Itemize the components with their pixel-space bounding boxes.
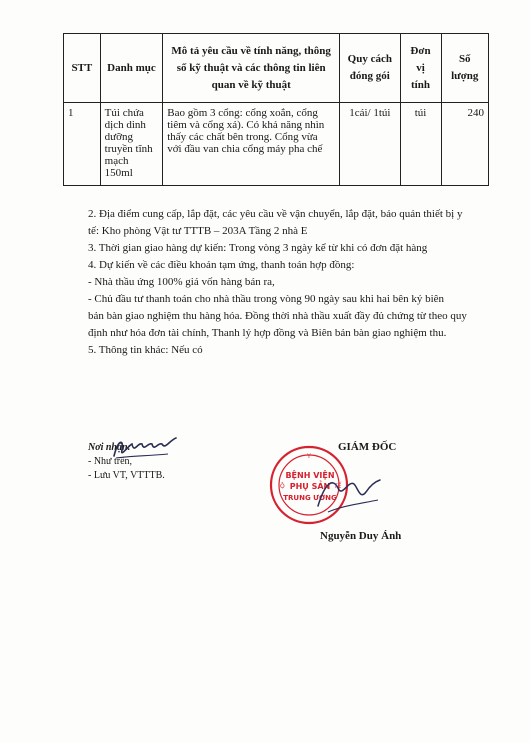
cell-danh-muc-line: Túi chứa (104, 107, 144, 119)
signer-title: GIÁM ĐỐC (338, 441, 397, 453)
cell-mo-ta (163, 103, 340, 186)
cell-danh-muc-line: dịch dinh (104, 119, 146, 131)
header-mo-ta-line: Mô tả yêu cầu về tính năng, thông (171, 44, 331, 57)
cell-danh-muc (100, 103, 163, 186)
cell-danh-muc-line: mạch (104, 155, 129, 167)
table-header-row (64, 34, 489, 103)
initial-signature (110, 436, 180, 462)
cell-danh-muc-line: truyền tĩnh (104, 143, 153, 155)
svg-text:Ộ: Ộ (280, 483, 285, 490)
paragraph-line: - Nhà thầu ứng 100% giá vốn hàng bán ra, (88, 276, 275, 288)
terms-text (88, 206, 493, 359)
paragraph-line: 4. Dự kiến về các điều khoản tạm ứng, thanh toán hợp đồng: (88, 259, 355, 271)
seal-line: TRUNG ƯƠNG (283, 494, 337, 502)
paragraph-line: 3. Thời gian giao hàng dự kiến: Trong vòng 3 ngày kể từ khi có đơn đặt hàng (88, 242, 428, 254)
header-don-vi-line: Đơn (410, 44, 431, 57)
spec-table (63, 33, 489, 186)
header-so-luong-line: Số (458, 53, 471, 65)
seal-line: BỆNH VIỆN (285, 471, 335, 480)
cell-danh-muc-line: 150ml (104, 167, 133, 179)
header-stt: STT (64, 34, 101, 103)
paragraph-line: 5. Thông tin khác: Nếu có (88, 344, 203, 356)
seal-line: PHỤ SẢN (289, 482, 331, 491)
header-danh-muc: Danh mục (100, 34, 163, 103)
paragraph-line: bản bàn giao nghiệm thu hàng hóa. Đồng thời nhà thầu xuất đầy đủ chứng từ theo quy (88, 310, 467, 322)
cell-quy-cach: 1cái/ 1túi (340, 103, 400, 186)
cell-mo-ta-line: với đầu van chia cổng máy pha chế (167, 143, 323, 155)
header-mo-ta (163, 34, 340, 103)
header-don-vi (400, 34, 441, 103)
header-mo-ta-line: số kỹ thuật và các thông tin liên (176, 61, 326, 74)
svg-text:TẾ: TẾ (334, 483, 342, 490)
header-quy-cach-line: Quy cách (347, 53, 392, 65)
cell-danh-muc-line: dưỡng (104, 131, 133, 143)
table-row (64, 103, 489, 186)
svg-text:Y: Y (307, 453, 311, 460)
signer-name: Nguyễn Duy Ánh (320, 530, 402, 542)
recipient-item: - Như trên, (88, 456, 133, 467)
header-mo-ta-line: quan về kỹ thuật (211, 78, 291, 91)
cell-stt: 1 (64, 103, 101, 186)
director-signature (308, 466, 390, 524)
paragraph-line: tế: Kho phòng Vật tư TTTB – 203A Tầng 2 nhà E (88, 225, 308, 237)
paragraph-line: 2. Địa điểm cung cấp, lắp đặt, các yêu cầu về vận chuyển, lắp đặt, bảo quản thiết bị y (88, 208, 463, 220)
cell-don-vi: túi (400, 103, 441, 186)
header-quy-cach-line: đóng gói (349, 70, 390, 82)
header-quy-cach (340, 34, 400, 103)
paragraph-line: - Chủ đầu tư thanh toán cho nhà thầu trong vòng 90 ngày sau khi hai bên ký biên (88, 293, 445, 305)
header-don-vi-line: tính (411, 78, 430, 91)
cell-mo-ta-line: thấy các chất bên trong. Cổng vừa (167, 131, 318, 143)
recipients-label: Nơi nhận: (88, 442, 131, 453)
header-so-luong-line: lượng (451, 70, 479, 82)
header-so-luong (441, 34, 489, 103)
cell-so-luong: 240 (441, 103, 489, 186)
paragraph-line: định như hóa đơn tài chính, Thanh lý hợp đồng và Biên bản bàn giao nghiệm thu. (88, 327, 447, 339)
recipient-item: - Lưu VT, VTTTB. (88, 470, 165, 481)
cell-mo-ta-line: Bao gồm 3 cổng: cổng xoắn, cổng (167, 107, 318, 119)
cell-mo-ta-line: tiêm và cổng xả). Có khả năng nhìn (167, 119, 325, 131)
header-don-vi-line: vị (416, 61, 425, 74)
